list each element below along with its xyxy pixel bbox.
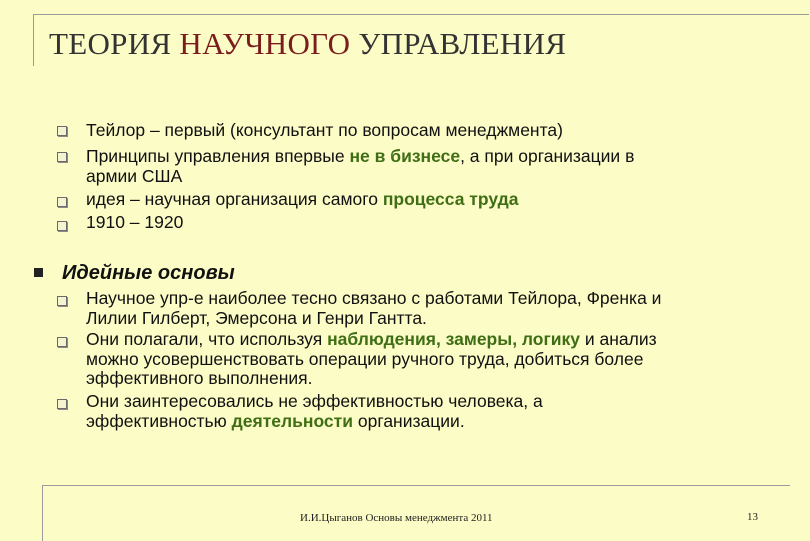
hollow-square-bullet-icon	[57, 221, 67, 231]
page-number: 13	[747, 511, 758, 523]
hollow-square-bullet-icon	[57, 197, 67, 207]
bullet-text: Научное упр-е наиболее тесно связано с работами Тейлора, Френка и	[86, 288, 662, 308]
bullet-text-continued: армии США	[86, 166, 183, 186]
bullet-text: Они полагали, что используя наблюдения, замеры, логику и анализ	[86, 329, 657, 349]
footer-frame-line	[42, 485, 790, 486]
footer-frame-left-line	[42, 485, 43, 541]
section-heading: Идейные основы	[62, 262, 235, 284]
bullet-text-continued: эффективного выполнения.	[86, 368, 313, 388]
bullet-text: Тейлор – первый (консультант по вопросам менеджмента)	[86, 120, 563, 140]
bullet-text-continued: эффективностью деятельности организации.	[86, 411, 465, 431]
hollow-square-bullet-icon	[57, 337, 67, 347]
bullet-text: 1910 – 1920	[86, 212, 184, 232]
bullet-text: Принципы управления впервые не в бизнесе, а при организации в	[86, 146, 635, 166]
hollow-square-bullet-icon	[57, 126, 67, 136]
title-frame-left-line	[33, 14, 34, 66]
footer-text: И.И.Цыганов Основы менеджмента 2011	[300, 512, 493, 524]
hollow-square-bullet-icon	[57, 152, 67, 162]
bullet-text-continued: Лилии Гилберт, Эмерсона и Генри Гантта.	[86, 308, 427, 328]
bullet-text-continued: можно усовершенствовать операции ручного труда, добиться более	[86, 349, 644, 369]
bullet-text: идея – научная организация самого процесса труда	[86, 189, 519, 209]
hollow-square-bullet-icon	[57, 296, 67, 306]
hollow-square-bullet-icon	[57, 399, 67, 409]
slide-title: ТЕОРИЯ НАУЧНОГО УПРАВЛЕНИЯ	[49, 26, 567, 61]
solid-square-bullet-icon	[34, 268, 43, 277]
bullet-text: Они заинтересовались не эффективностью человека, а	[86, 391, 543, 411]
title-frame-top-line	[33, 14, 809, 15]
